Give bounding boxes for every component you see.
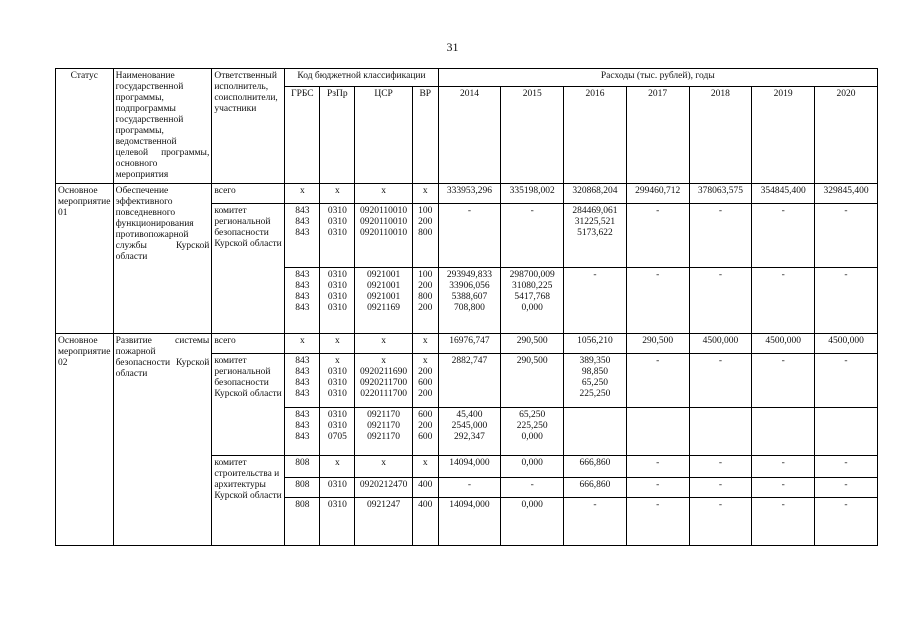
csr-cell: 0921247 <box>355 498 413 546</box>
rzpr-cell: 0310 <box>320 478 355 498</box>
header-csr: ЦСР <box>355 87 413 184</box>
value-cell: 290,500 <box>501 334 564 354</box>
header-vr: ВР <box>412 87 438 184</box>
value-cell: - <box>626 478 689 498</box>
responsible-cell: комитет региональной безопасности Курской области <box>212 354 285 456</box>
value-cell: - <box>501 204 564 268</box>
csr-cell: 0920212470 <box>355 478 413 498</box>
rzpr-cell: х <box>320 334 355 354</box>
page-number: 31 <box>446 40 459 54</box>
value-cell: - <box>815 498 878 546</box>
responsible-cell: комитет строительства и архитектуры Курской области <box>212 456 285 546</box>
csr-cell: х <box>355 334 413 354</box>
value-cell: 0,000 <box>501 456 564 478</box>
value-cell: - <box>752 478 815 498</box>
grbs-cell: 843 843 843 <box>285 204 320 268</box>
name-cell: Развитие системы пожарной безопасности Курской области <box>113 334 212 546</box>
value-cell: - <box>689 456 752 478</box>
value-cell: - <box>626 456 689 478</box>
status-cell: Основное мероприятие 01 <box>56 184 114 334</box>
grbs-cell: 808 <box>285 478 320 498</box>
vr-cell: х <box>412 456 438 478</box>
grbs-cell: х <box>285 184 320 204</box>
header-year: 2019 <box>752 87 815 184</box>
value-cell: - <box>815 268 878 334</box>
value-cell: 335198,002 <box>501 184 564 204</box>
value-cell: 333953,296 <box>438 184 501 204</box>
grbs-cell: 808 <box>285 456 320 478</box>
header-rzpr: РзПр <box>320 87 355 184</box>
vr-cell: х <box>412 184 438 204</box>
value-cell: 389,350 98,850 65,250 225,250 <box>564 354 627 408</box>
header-status: Статус <box>56 69 114 184</box>
value-cell: 1056,210 <box>564 334 627 354</box>
csr-cell: х 0920211690 0920211700 0220111700 <box>355 354 413 408</box>
value-cell: - <box>438 478 501 498</box>
grbs-cell: 808 <box>285 498 320 546</box>
csr-cell: 0921001 0921001 0921001 0921169 <box>355 268 413 334</box>
value-cell: 284469,061 31225,521 5173,622 <box>564 204 627 268</box>
value-cell <box>626 408 689 456</box>
value-cell: 290,500 <box>501 354 564 408</box>
header-year: 2014 <box>438 87 501 184</box>
value-cell: 0,000 <box>501 498 564 546</box>
value-cell: 290,500 <box>626 334 689 354</box>
value-cell: 14094,000 <box>438 456 501 478</box>
responsible-cell: всего <box>212 334 285 354</box>
value-cell: 2882,747 <box>438 354 501 408</box>
header-grbs: ГРБС <box>285 87 320 184</box>
rzpr-cell: х <box>320 184 355 204</box>
csr-cell: х <box>355 184 413 204</box>
csr-cell: х <box>355 456 413 478</box>
grbs-cell: 843 843 843 843 <box>285 354 320 408</box>
value-cell: 666,860 <box>564 456 627 478</box>
value-cell <box>752 408 815 456</box>
vr-cell: 600 200 600 <box>412 408 438 456</box>
value-cell: 378063,575 <box>689 184 752 204</box>
value-cell <box>689 408 752 456</box>
value-cell: 14094,000 <box>438 498 501 546</box>
vr-cell: 100 200 800 <box>412 204 438 268</box>
value-cell: 293949,833 33906,056 5388,607 708,800 <box>438 268 501 334</box>
value-cell: - <box>752 268 815 334</box>
header-year: 2018 <box>689 87 752 184</box>
value-cell: - <box>626 354 689 408</box>
rzpr-cell: 0310 <box>320 498 355 546</box>
budget-table <box>55 68 878 546</box>
value-cell: - <box>626 268 689 334</box>
value-cell: - <box>752 354 815 408</box>
value-cell: 4500,000 <box>815 334 878 354</box>
value-cell: 666,860 <box>564 478 627 498</box>
value-cell: - <box>752 204 815 268</box>
value-cell: 354845,400 <box>752 184 815 204</box>
rzpr-cell: х <box>320 456 355 478</box>
value-cell: 329845,400 <box>815 184 878 204</box>
header-responsible: Ответственный исполнитель, соисполнители, участники <box>212 69 285 184</box>
grbs-cell: 843 843 843 <box>285 408 320 456</box>
table-row <box>56 334 878 354</box>
value-cell: - <box>689 498 752 546</box>
value-cell: - <box>815 354 878 408</box>
csr-cell: 0921170 0921170 0921170 <box>355 408 413 456</box>
value-cell: - <box>815 204 878 268</box>
rzpr-cell: 0310 0310 0310 <box>320 204 355 268</box>
value-cell: 298700,009 31080,225 5417,768 0,000 <box>501 268 564 334</box>
value-cell: 4500,000 <box>752 334 815 354</box>
value-cell: 45,400 2545,000 292,347 <box>438 408 501 456</box>
value-cell: - <box>815 478 878 498</box>
rzpr-cell: 0310 0310 0705 <box>320 408 355 456</box>
vr-cell: х <box>412 334 438 354</box>
header-year: 2016 <box>564 87 627 184</box>
vr-cell: 400 <box>412 498 438 546</box>
responsible-cell: всего <box>212 184 285 204</box>
value-cell: - <box>752 498 815 546</box>
header-year: 2020 <box>815 87 878 184</box>
value-cell: - <box>752 456 815 478</box>
vr-cell: 400 <box>412 478 438 498</box>
value-cell: - <box>626 498 689 546</box>
responsible-cell: комитет региональной безопасности Курской области <box>212 204 285 334</box>
value-cell: - <box>626 204 689 268</box>
header-year: 2017 <box>626 87 689 184</box>
value-cell: 65,250 225,250 0,000 <box>501 408 564 456</box>
rzpr-cell: 0310 0310 0310 0310 <box>320 268 355 334</box>
value-cell: 299460,712 <box>626 184 689 204</box>
value-cell: - <box>438 204 501 268</box>
header-budget-code: Код бюджетной классификации <box>285 69 438 87</box>
grbs-cell: 843 843 843 843 <box>285 268 320 334</box>
vr-cell: 100 200 800 200 <box>412 268 438 334</box>
value-cell: - <box>564 268 627 334</box>
value-cell: - <box>501 478 564 498</box>
value-cell: - <box>689 268 752 334</box>
value-cell: - <box>689 354 752 408</box>
rzpr-cell: х 0310 0310 0310 <box>320 354 355 408</box>
value-cell: - <box>815 456 878 478</box>
table-row <box>56 184 878 204</box>
vr-cell: х 200 600 200 <box>412 354 438 408</box>
value-cell: - <box>564 498 627 546</box>
value-cell: 4500,000 <box>689 334 752 354</box>
name-cell: Обеспечение эффективного повседневного функционирования противопожарной службы Курской области <box>113 184 212 334</box>
header-expenses: Расходы (тыс. рублей), годы <box>438 69 877 87</box>
grbs-cell: х <box>285 334 320 354</box>
value-cell <box>815 408 878 456</box>
value-cell <box>564 408 627 456</box>
csr-cell: 0920110010 0920110010 0920110010 <box>355 204 413 268</box>
header-name: Наименование государственной программы, подпрограммы государственной программы, ведомственной целевой программы, основного мероприятия <box>113 69 212 184</box>
value-cell: - <box>689 478 752 498</box>
header-year: 2015 <box>501 87 564 184</box>
value-cell: - <box>689 204 752 268</box>
value-cell: 320868,204 <box>564 184 627 204</box>
value-cell: 16976,747 <box>438 334 501 354</box>
status-cell: Основное мероприятие 02 <box>56 334 114 546</box>
